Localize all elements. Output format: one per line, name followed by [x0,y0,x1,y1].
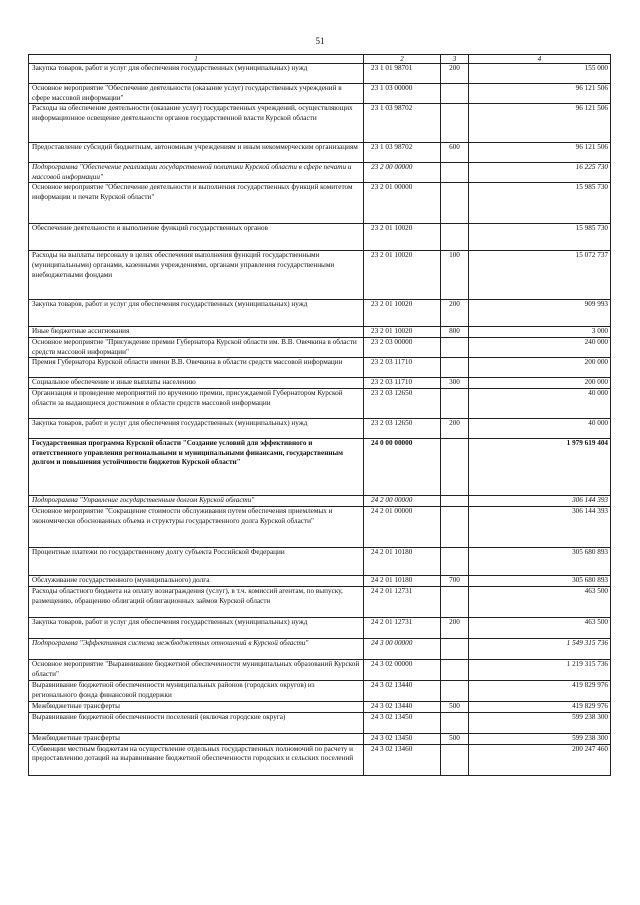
row-amount: 200 000 [469,358,611,378]
row-name: Подпрограмма "Управление государственным долгом Курской области" [29,496,364,507]
budget-table [28,54,611,776]
row-name: Основное мероприятие "Обеспечение деятельности и выполнения государственных функций комитетом информации и печати Курской области" [29,183,364,224]
row-expense-type [441,660,469,681]
table-row [29,702,611,713]
row-expense-type [441,744,469,775]
row-amount: 1 219 315 736 [469,660,611,681]
row-name: Закупка товаров, работ и услуг для обеспечения государственных (муниципальных) нужд [29,64,364,84]
header-row [29,55,611,64]
row-code: 23 2 03 00000 [364,337,441,357]
row-code: 24 3 02 13450 [364,733,441,744]
row-amount: 15 985 730 [469,183,611,224]
row-amount: 3 000 [469,327,611,338]
table-row [29,84,611,104]
row-expense-type [441,337,469,357]
row-name: Предоставление субсидий бюджетным, автономным учреждениям и иным некоммерческим организациям [29,143,364,163]
row-code: 23 1 03 00000 [364,84,441,104]
row-code: 23 2 01 00000 [364,183,441,224]
page-number: 51 [315,36,325,46]
row-expense-type: 200 [441,300,469,327]
row-code: 23 2 01 10020 [364,224,441,251]
row-amount: 96 121 506 [469,84,611,104]
table-row [29,712,611,733]
table-row [29,587,611,618]
row-name: Выравнивание бюджетной обеспеченности муниципальных районов (городских округов) из регионального фонда финансовой поддержки [29,681,364,702]
row-amount: 240 000 [469,337,611,357]
row-expense-type: 800 [441,327,469,338]
row-name: Расходы областного бюджета на оплату вознаграждения (услуг), в т.ч. комиссий агентам, по выпуску, размещению, обращению облигаций облигационных займов Курской области [29,587,364,618]
row-expense-type [441,84,469,104]
row-name: Основное мероприятие "Присуждение премии Губернатора Курской области им. В.В. Овечкина в области средств массовой информации" [29,337,364,357]
row-expense-type [441,224,469,251]
row-amount: 306 144 393 [469,496,611,507]
row-amount: 909 993 [469,300,611,327]
row-expense-type: 500 [441,733,469,744]
row-expense-type [441,548,469,576]
table-row [29,496,611,507]
row-code: 24 3 00 00000 [364,639,441,660]
row-code: 24 2 00 00000 [364,496,441,507]
row-expense-type [441,496,469,507]
table-row [29,507,611,548]
row-name: Премия Губернатора Курской области имени В.В. Овечкина в области средств массовой информации [29,358,364,378]
row-amount: 305 680 893 [469,548,611,576]
table-row [29,576,611,587]
row-name: Обслуживание государственного (муниципального) долга [29,576,364,587]
header-col-2: 2 [364,55,441,64]
row-amount: 1 979 619 404 [469,439,611,496]
row-code: 24 3 02 13450 [364,712,441,733]
table-row [29,618,611,639]
table-row [29,389,611,419]
table-row [29,143,611,163]
row-expense-type: 200 [441,618,469,639]
row-amount: 463 500 [469,587,611,618]
row-code: 24 3 02 13440 [364,681,441,702]
row-code: 24 2 01 12731 [364,587,441,618]
row-code: 23 2 01 10020 [364,300,441,327]
row-code: 24 0 00 00000 [364,439,441,496]
row-amount: 155 000 [469,64,611,84]
row-expense-type [441,681,469,702]
row-expense-type: 500 [441,702,469,713]
row-code: 23 2 03 11710 [364,378,441,389]
row-code: 23 1 03 98702 [364,104,441,143]
row-amount: 96 121 506 [469,143,611,163]
row-name: Основное мероприятие "Выравнивание бюджетной обеспеченности муниципальных образований Курской области" [29,660,364,681]
row-amount: 306 144 393 [469,507,611,548]
table-row [29,548,611,576]
row-expense-type: 100 [441,251,469,300]
row-name: Обеспечение деятельности и выполнение функций государственных органов [29,224,364,251]
row-amount: 305 680 893 [469,576,611,587]
row-name: Закупка товаров, работ и услуг для обеспечения государственных (муниципальных) нужд [29,618,364,639]
row-code: 24 2 01 10180 [364,548,441,576]
row-code: 24 3 02 13460 [364,744,441,775]
table-row [29,660,611,681]
row-expense-type [441,163,469,183]
row-expense-type: 300 [441,378,469,389]
row-amount: 15 985 730 [469,224,611,251]
header-col-3: 3 [441,55,469,64]
row-amount: 16 225 730 [469,163,611,183]
row-expense-type [441,358,469,378]
row-expense-type: 200 [441,419,469,439]
row-expense-type: 700 [441,576,469,587]
row-name: Расходы на выплаты персоналу в целях обеспечения выполнения функций государственными (муниципальными) органами, казенными учреждениями, органами управления государственными внебюджетными фондами [29,251,364,300]
row-name: Закупка товаров, работ и услуг для обеспечения государственных (муниципальных) нужд [29,419,364,439]
row-code: 23 2 03 11710 [364,358,441,378]
row-expense-type [441,439,469,496]
row-expense-type: 600 [441,143,469,163]
row-name: Подпрограмма "Обеспечение реализации государственной политики Курской области в сфере печати и массовой информации" [29,163,364,183]
row-code: 24 2 01 12731 [364,618,441,639]
row-amount: 15 072 737 [469,251,611,300]
row-expense-type [441,587,469,618]
row-amount: 419 829 976 [469,681,611,702]
table-row [29,104,611,143]
row-amount: 1 549 315 736 [469,639,611,660]
header-col-1: 1 [29,55,364,64]
row-expense-type [441,104,469,143]
row-amount: 40 000 [469,389,611,419]
table-row [29,744,611,775]
row-amount: 463 500 [469,618,611,639]
row-expense-type: 200 [441,64,469,84]
row-amount: 200 000 [469,378,611,389]
row-expense-type [441,639,469,660]
row-amount: 40 000 [469,419,611,439]
row-name: Государственная программа Курской области "Создание условий для эффективного и ответственного управления региональными и муниципальными финансами, государственным долгом и повышения устойчивости бюджетов Курской области" [29,439,364,496]
row-amount: 96 121 506 [469,104,611,143]
budget-table-body [29,55,611,776]
row-amount: 419 829 976 [469,702,611,713]
row-name: Выравнивание бюджетной обеспеченности поселений (включая городские округа) [29,712,364,733]
row-code: 23 2 01 10020 [364,327,441,338]
row-expense-type [441,389,469,419]
row-name: Подпрограмма "Эффективная система межбюджетных отношений в Курской области" [29,639,364,660]
row-name: Закупка товаров, работ и услуг для обеспечения государственных (муниципальных) нужд [29,300,364,327]
row-name: Основное мероприятие "Сокращение стоимости обслуживания путем обеспечения приемлемых и экономически обоснованных объема и структуры государственного долга Курской области" [29,507,364,548]
row-amount: 599 238 300 [469,712,611,733]
row-code: 23 1 03 98702 [364,143,441,163]
row-expense-type [441,183,469,224]
row-code: 24 3 02 00000 [364,660,441,681]
row-name: Расходы на обеспечение деятельности (оказание услуг) государственных учреждений, осуществляющих информационное освещение деятельности органов государственной власти Курской области [29,104,364,143]
table-row [29,419,611,439]
table-row [29,358,611,378]
row-code: 23 2 03 12650 [364,419,441,439]
table-row [29,251,611,300]
table-row [29,439,611,496]
row-name: Основное мероприятие "Обеспечение деятельности (оказание услуг) государственных учреждений в сфере массовой информации" [29,84,364,104]
row-name: Социальное обеспечение и иные выплаты населению [29,378,364,389]
row-amount: 599 238 300 [469,733,611,744]
row-name: Межбюджетные трансферты [29,702,364,713]
row-name: Субвенции местным бюджетам на осуществление отдельных государственных полномочий по расчету и предоставлению дотаций на выравнивание бюджетной обеспеченности городских и сельских поселений [29,744,364,775]
row-code: 23 1 01 98701 [364,64,441,84]
row-code: 23 2 01 10020 [364,251,441,300]
row-code: 24 2 01 10180 [364,576,441,587]
table-row [29,639,611,660]
row-expense-type [441,712,469,733]
table-row [29,681,611,702]
row-code: 24 2 01 00000 [364,507,441,548]
table-row [29,64,611,84]
row-name: Межбюджетные трансферты [29,733,364,744]
table-row [29,183,611,224]
row-expense-type [441,507,469,548]
row-name: Иные бюджетные ассигнования [29,327,364,338]
row-amount: 200 247 460 [469,744,611,775]
table-row [29,733,611,744]
table-row [29,163,611,183]
row-code: 23 2 00 00000 [364,163,441,183]
table-row [29,327,611,338]
row-code: 23 2 03 12650 [364,389,441,419]
row-code: 24 3 02 13440 [364,702,441,713]
table-row [29,337,611,357]
table-row [29,300,611,327]
table-row [29,224,611,251]
row-name: Процентные платежи по государственному долгу субъекта Российской Федерации [29,548,364,576]
table-row [29,378,611,389]
row-name: Организация и проведение мероприятий по вручению премии, присуждаемой Губернатором Курской области за выдающиеся достижения в области средств массовой информации [29,389,364,419]
header-col-4: 4 [469,55,611,64]
